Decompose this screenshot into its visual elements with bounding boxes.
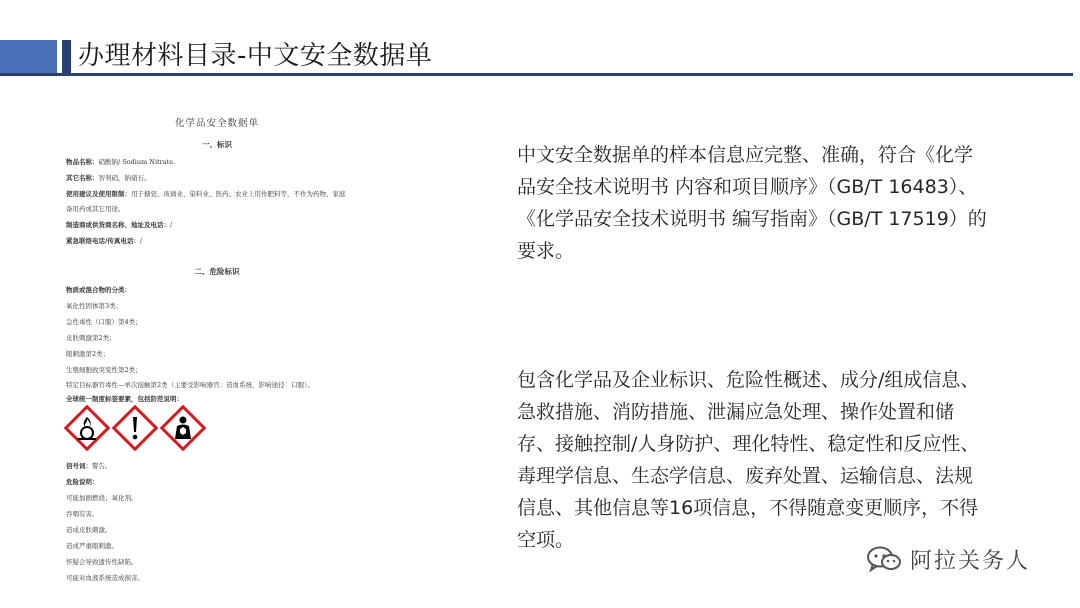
doc-line: 危险说明： [66,478,99,486]
doc-line: 备用药或其它用途。 [66,205,125,213]
doc-line: 怀疑会导致遗传性缺陷。 [66,558,138,566]
doc-line: 紧急联络电话/传真电话：/ [66,237,143,245]
wechat-icon [866,545,902,573]
doc-section-1-heading: 一、标识 [202,140,232,149]
header-accent-bar [0,40,57,74]
doc-line: 急性毒性（口服）第4类； [66,318,142,326]
exclamation-mark-icon [112,405,158,451]
doc-line: 可能对血液系统造成损害。 [66,574,144,582]
health-hazard-icon [160,405,206,451]
doc-section-2-heading: 二、危险标识 [194,267,240,276]
watermark [866,542,1030,576]
watermark-text: 阿拉关务人 [910,548,1031,574]
doc-line: 特定目标器官毒性—单次接触第2类（主要受影响器官：造血系统，影响途径：口服）。 [66,381,314,389]
doc-line: 全球统一制度标签要素，包括防范说明： [66,395,183,403]
doc-line: 制造商或供货商名称、地址及电话：/ [66,221,173,229]
doc-line: 其它名称：智利硝，钠硝石。 [66,174,151,182]
doc-line: 可能加剧燃烧；氧化剂。 [66,494,138,502]
page-title: 办理材料目录-中文安全数据单 [78,41,433,71]
requirements-paragraph: 中文安全数据单的样本信息应完整、准确，符合《化学品安全技术说明书 内容和项目顺序》（GB/T 16483）、《化学品安全技术说明书 编写指南》（GB/T 17519）的要求。 [517,144,987,262]
doc-line: 皮肤刺激第2类； [66,334,116,342]
contents-paragraph: 包含化学品及企业标识、危险性概述、成分/组成信息、急救措施、消防措施、泄漏应急处理、操作处置和储存、接触控制/人身防护、理化特性、稳定性和反应性、毒理学信息、生态学信息、废弃处置、运输信息、法规信息、其他信息等16项信息，不得随意变更顺序，不得空项。 [517,369,980,551]
header-accent-bar-dark [62,40,71,74]
doc-line: 物质或混合物的分类： [66,286,131,294]
sds-document-preview [62,105,442,595]
doc-line: 生殖细胞致突变性第2类； [66,366,142,374]
doc-line: 眼刺激第2类； [66,350,110,358]
doc-line: 吞咽有害。 [66,510,99,518]
doc-line: 造成皮肤刺激。 [66,526,112,534]
doc-line: 造成严重眼刺激。 [66,542,118,550]
doc-line: 氧化性固体第3类； [66,302,123,310]
header-divider [0,73,1073,76]
doc-title: 化学品安全数据单 [174,118,259,129]
doc-line: 物品名称：硝酸钠/ Sodium Nitrate. [66,158,176,166]
doc-line: 信号词：警告。 [66,462,112,470]
oxidizer-flame-over-circle-icon [64,405,110,451]
doc-line: 使用建议及使用限制：用于搪瓷、玻璃业、染料业、医药、农业上用作肥料等，不作为药物、家庭 [66,190,346,198]
